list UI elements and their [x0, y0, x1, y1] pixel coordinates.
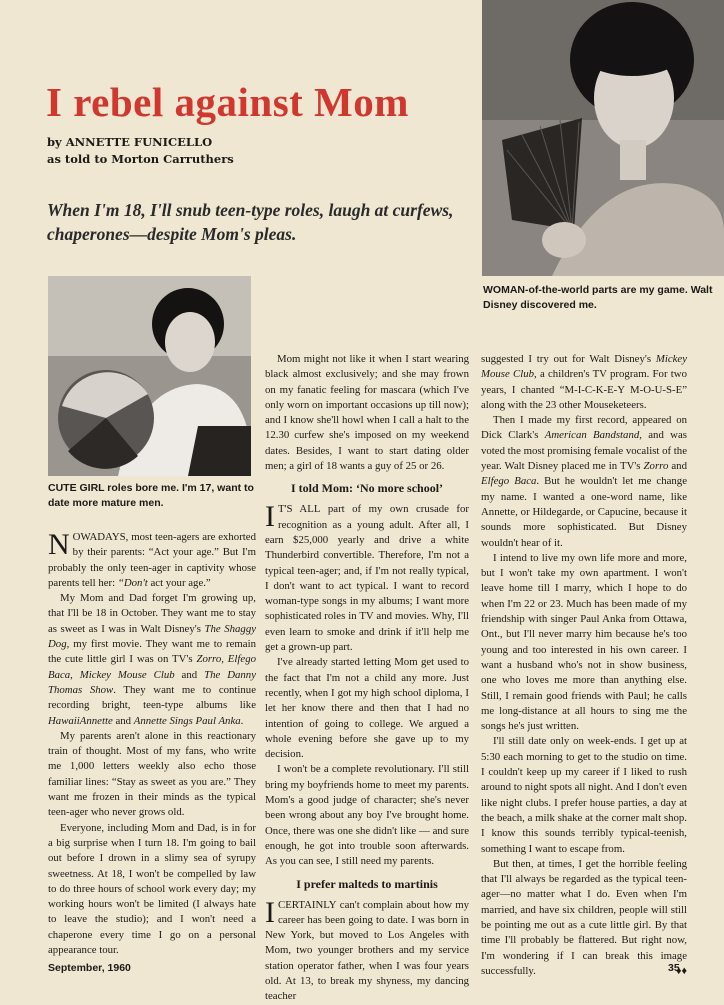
text-run: , and was voted the most promising female vocalist of the year. Walt Disney placed me in TV's	[481, 429, 687, 473]
small-caps-lead: T'S ALL	[278, 503, 321, 516]
text-run: , my first movie. They want me to remain the cute little girl I was on TV's	[48, 638, 256, 666]
subheading: I told Mom: ‘No more school’	[290, 481, 444, 496]
italic-run: Annette Sings Paul Anka	[133, 714, 241, 727]
byline-author: by ANNETTE FUNICELLO	[47, 135, 213, 149]
text-run: and	[668, 460, 687, 473]
small-caps-lead: OWADAYS,	[72, 531, 129, 543]
photo-woman-with-fan	[482, 0, 724, 276]
paragraph	[481, 413, 687, 551]
article-headline: I rebel against Mom	[46, 79, 409, 125]
paragraph: I've already started letting Mom get used to the fact that I'm not a child any more. Just recently, when I got my high school diploma, I let her know there and then that I had no intention of going to college. We argued a whole evening before she gave up to my decision.	[265, 656, 469, 761]
drop-cap: N	[48, 528, 70, 561]
text-run: and	[112, 714, 134, 727]
italic-run: The Shaggy Dog	[48, 622, 257, 651]
italic-run: Mickey Mouse Club	[481, 353, 687, 381]
paragraph	[48, 591, 256, 729]
text-run: Then I made my first record, appeared on Dick Clark's	[481, 414, 687, 442]
text-run: . But he wouldn't let me change my name. I wanted a one-word name, like Annette, or Hildegarde, or Capucine, because it sounds more sophisticated. But Disney wouldn't hear of it.	[481, 475, 687, 549]
paragraph	[265, 895, 469, 1005]
article-column-2	[265, 352, 469, 1005]
small-caps-lead: CERTAINLY	[278, 898, 337, 911]
byline	[47, 134, 234, 168]
italic-run: “Don't	[117, 576, 148, 589]
paragraph: I won't be a complete revolutionary. I'll still bring my boyfriends home to meet my parents. Mom's a good judge of character; she's never been wrong about any boy I've brought home. Once, there was one she didn't like — and sure enough, he got into trouble soon afterwards. As you can see, I still need my parents.	[265, 763, 469, 868]
paragraph	[48, 530, 256, 591]
text-run: . They want me to continue recording bright, teen-type albums like	[48, 683, 256, 712]
article-column-3	[481, 352, 687, 979]
byline-as-told: as told to Morton Carruthers	[47, 152, 234, 166]
paragraph	[481, 352, 687, 413]
italic-run: Zorro	[643, 460, 669, 473]
footer-date: September, 1960	[48, 962, 131, 974]
caption-left-photo: CUTE GIRL roles bore me. I'm 17, want to date more mature men.	[48, 482, 254, 509]
text-run: and	[174, 668, 205, 681]
paragraph: Everyone, including Mom and Dad, is in for a big surprise when I turn 18. I'm going to bail out before I drown in a slimy sea of syrupy sweetness. At 18, I won't be compelled by law to do three hours of school work every day; my working hours won't be limited (I always hate to leave the studio); and I won't need a chaperone every time I go on a personal appearance tour.	[48, 821, 256, 957]
paragraph: My parents aren't alone in this reactionary train of thought. Most of my fans, who write me 1,000 letters weekly also echo those familiar lines: “Stay as sweet as you are.” They want me frozen in their minds as the typical teen-ager who never grows old.	[48, 729, 256, 819]
text-run: most teen-agers are exhorted by their parents: “Act your age.” But I'm probably the only teen-ager in captivity whose parents tell her:	[48, 531, 256, 589]
page-number: 35	[668, 962, 680, 974]
italic-run: The Danny Thomas Show	[48, 668, 256, 696]
italic-run: HawaiiAnnette	[48, 714, 113, 727]
drop-cap: I	[265, 895, 275, 929]
paragraph	[265, 502, 469, 655]
subheading: I prefer malteds to martinis	[296, 876, 438, 891]
italic-run: American Bandstand	[544, 429, 640, 442]
text-run: can't complain about how my career has been going to date. I was born in New York, but moved to Los Angeles with Mom, two younger brothers and my service station operator father, when I was four years old. At 13, to break my shyness, my dancing teacher	[265, 898, 469, 1003]
end-mark: ♦♦	[675, 964, 687, 977]
italic-run: Zorro, Elfego Baca, Mickey Mouse Club	[48, 653, 256, 681]
text-run: part of my own crusade for recognition as a young adult. After all, I earn $25,000 yearly and drive a white Thunderbird convertible. Therefore, I'm not a typical teen-ager; and, if I'm not really typical, I don't want to act typical. I want to record woman-type songs in my albums; I want more sophisticated roles in TV and movies. Why, I'll even learn to smoke and drink if it'll help me get a grown-up part.	[265, 503, 469, 654]
italic-run: Elfego Baca	[481, 475, 537, 488]
text-run: My Mom and Dad forget I'm growing up, that I'll be 18 in October. They want me to stay as sweet as I was in Walt Disney's	[48, 592, 256, 635]
text-run: , a children's TV program. For two years, I chanted “M-I-C-K-E-Y M-O-U-S-E” along with the 23 other Mouseketeers.	[481, 368, 687, 411]
drop-cap: I	[265, 500, 275, 534]
paragraph: I intend to live my own life more and more, but I won't take my own apartment. I won't leave home till I marry, which I hope to do when I'm 22 or 23. Much has been made of my friendship with singer Paul Anka from Ottawa, Ont., but I'll never marry him because he's too young and too interested in his own career. I want a husband who's not in show business, one who loves me more than anything else. Still, I remain good friends with Paul; he calls me long-distance at all hours to sing me the songs he's just written.	[481, 551, 687, 733]
text-run: But then, at times, I get the horrible feeling that I'll always be regarded as the typical teen-ager—no matter what I do. Even when I'm married, and have six children, people will still be pointing me out as a cute little girl. By that time I'll probably be flattered. But right now, I'm wondering if I can break this image successfully.	[481, 857, 687, 977]
text-run: act your age.”	[147, 576, 211, 589]
paragraph: I'll still date only on week-ends. I get up at 5:30 each morning to get to the studio on time. I couldn't keep up my career if I liked to rush around to night spots all night. And I don't even like night clubs. I prefer house parties, a day at the beach, a milk shake at the corner malt shop. I know this sounds terribly typical-teenish, something I want to escape from.	[481, 735, 687, 855]
text-run: suggested I try out for Walt Disney's	[481, 353, 656, 365]
article-column-1	[48, 530, 256, 958]
text-run: .	[240, 714, 244, 727]
caption-top-photo: WOMAN-of-the-world parts are my game. Walt Disney discovered me.	[483, 284, 713, 311]
paragraph: Mom might not like it when I start wearing black almost exclusively; and she may frown on my fanatic feeling for mascara (which I've only worn on important occasions up till now); and I know she'll howl when I call a halt to the 12.30 curfew she's imposed on my weekend dates. Besides, I want to start dating older men; a girl of 18 wants a guy of 25 or 26.	[265, 353, 469, 473]
article-deck: When I'm 18, I'll snub teen-type roles, laugh at curfews, chaperones—despite Mom's pleas.	[47, 200, 454, 244]
paragraph	[481, 857, 687, 979]
photo-girl-with-beach-ball	[48, 276, 251, 476]
